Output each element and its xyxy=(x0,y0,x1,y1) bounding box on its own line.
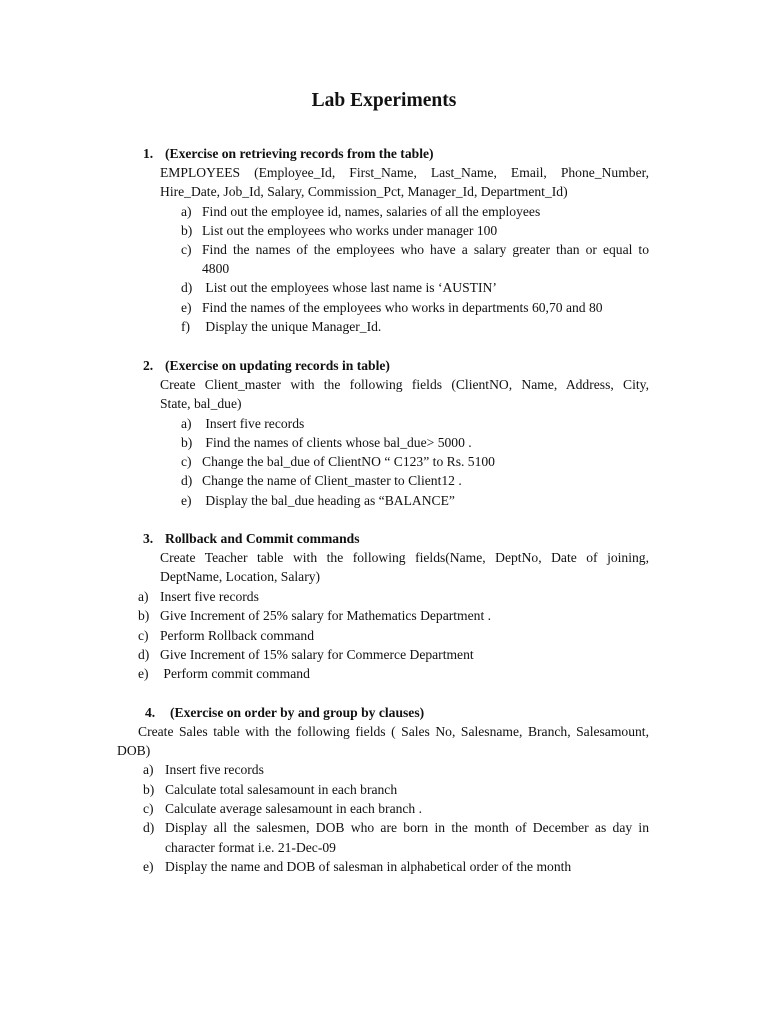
section-intro-line: DeptName, Location, Salary) xyxy=(160,569,321,584)
list-item: Give Increment of 25% salary for Mathematics Department . xyxy=(160,608,492,623)
section-heading: (Exercise on updating records in table) xyxy=(165,358,390,373)
item-marker: a) xyxy=(143,762,154,777)
section-number: 1. xyxy=(143,146,154,161)
list-item: Insert five records xyxy=(202,416,305,431)
list-item: Insert five records xyxy=(160,589,259,604)
item-marker: d) xyxy=(143,820,155,835)
list-item: Display the name and DOB of salesman in alphabetical order of the month xyxy=(165,859,572,874)
section-intro-line: EMPLOYEES (Employee_Id, First_Name, Last_Name, Email, Phone_Number, xyxy=(160,165,649,180)
item-marker: b) xyxy=(181,435,193,450)
section-number: 2. xyxy=(143,358,154,373)
section-number: 4. xyxy=(145,705,156,720)
list-item: Perform Rollback command xyxy=(160,628,315,643)
item-marker: a) xyxy=(181,416,192,431)
section-number: 3. xyxy=(143,531,154,546)
section-heading: (Exercise on order by and group by clauses) xyxy=(170,705,425,720)
section-heading: Rollback and Commit commands xyxy=(165,531,360,546)
list-item: Display all the salesmen, DOB who are born in the month of December as day in xyxy=(165,820,649,835)
section-intro-line: Hire_Date, Job_Id, Salary, Commission_Pct, Manager_Id, Department_Id) xyxy=(160,184,568,199)
section-intro-line: DOB) xyxy=(117,743,151,758)
item-marker: f) xyxy=(181,319,191,334)
item-marker: d) xyxy=(181,473,193,488)
list-item-continuation: 4800 xyxy=(202,261,230,276)
item-marker: e) xyxy=(143,859,154,874)
item-marker: a) xyxy=(181,204,192,219)
page-title: Lab Experiments xyxy=(311,90,457,111)
list-item-continuation: character format i.e. 21-Dec-09 xyxy=(165,840,336,855)
list-item: List out the employees who works under manager 100 xyxy=(202,223,498,238)
list-item: List out the employees whose last name is ‘AUSTIN’ xyxy=(202,280,497,295)
item-marker: b) xyxy=(143,782,155,797)
list-item: Find out the employee id, names, salaries of all the employees xyxy=(202,204,541,219)
item-marker: b) xyxy=(138,608,150,623)
list-item: Calculate average salesamount in each branch . xyxy=(165,801,423,816)
item-marker: e) xyxy=(181,300,192,315)
list-item: Display the bal_due heading as “BALANCE” xyxy=(202,493,455,508)
list-item: Display the unique Manager_Id. xyxy=(202,319,382,334)
item-marker: b) xyxy=(181,223,193,238)
list-item: Change the name of Client_master to Client12 . xyxy=(202,473,462,488)
list-item: Insert five records xyxy=(165,762,264,777)
list-item: Find the names of clients whose bal_due> 5000 . xyxy=(202,435,472,450)
section-intro-line: Create Client_master with the following fields (ClientNO, Name, Address, City, xyxy=(160,377,649,392)
item-marker: c) xyxy=(181,242,192,257)
section-intro-line: Create Teacher table with the following fields(Name, DeptNo, Date of joining, xyxy=(160,550,649,565)
list-item: Calculate total salesamount in each branch xyxy=(165,782,398,797)
list-item: Find the names of the employees who have a salary greater than or equal to xyxy=(202,242,649,257)
item-marker: c) xyxy=(143,801,154,816)
list-item: Perform commit command xyxy=(160,666,310,681)
list-item: Give Increment of 15% salary for Commerce Department xyxy=(160,647,474,662)
item-marker: a) xyxy=(138,589,149,604)
list-item: Change the bal_due of ClientNO “ C123” to Rs. 5100 xyxy=(202,454,495,469)
section-intro-line: Create Sales table with the following fields ( Sales No, Salesname, Branch, Salesamount, xyxy=(138,724,649,739)
item-marker: c) xyxy=(181,454,192,469)
item-marker: c) xyxy=(138,628,149,643)
item-marker: d) xyxy=(181,280,193,295)
item-marker: e) xyxy=(181,493,192,508)
section-intro-line: State, bal_due) xyxy=(160,396,242,411)
item-marker: d) xyxy=(138,647,150,662)
section-heading: (Exercise on retrieving records from the table) xyxy=(165,146,434,161)
item-marker: e) xyxy=(138,666,149,681)
list-item: Find the names of the employees who works in departments 60,70 and 80 xyxy=(202,300,603,315)
